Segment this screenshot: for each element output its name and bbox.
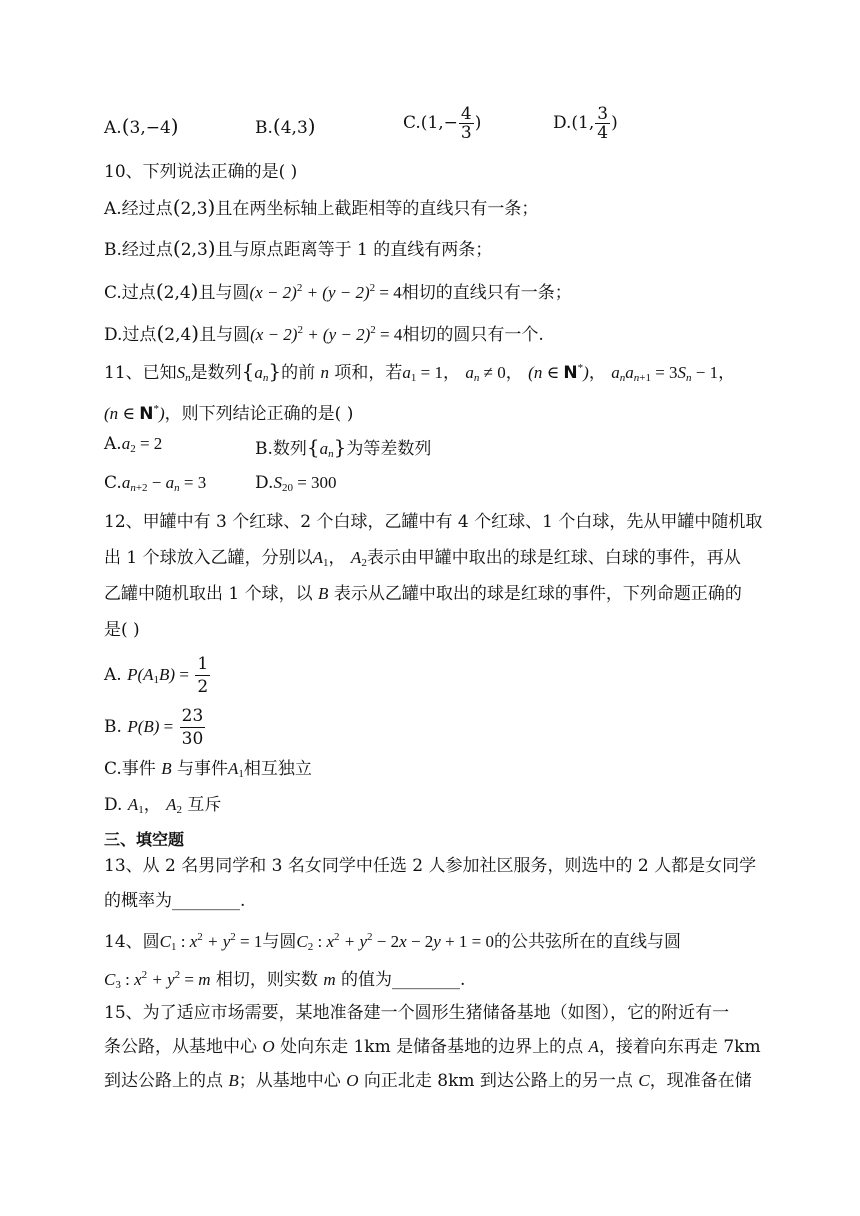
q11-stem-line1: 11、已知$S_n$是数列$\{a_n\}$的前 n 项和，若$a_1 = 1$， $a_n \ne 0$， (n ∈ N*)， $a_na_{n+1} = 3S_n - 1$， xyxy=(104,359,736,384)
q11-option-a: $A.a_2 = 2$ xyxy=(104,434,163,455)
q12-line4: 是( ) xyxy=(104,620,140,640)
q11-option-c: $C.a_{n+2} - a_n = 3$ xyxy=(104,473,207,494)
q9-option-b: B.(4,3) xyxy=(255,114,316,138)
q11-stem-line2: (n ∈ N*)，则下列结论正确的是( ) xyxy=(104,403,354,424)
q14-line1: 14、圆$C_1$ : $x^2 + y^2 = 1$与圆$C_2$ : $x^2 + y^2 - 2x - 2y + 1 = 0$的公共弦所在的直线与圆 xyxy=(104,931,682,953)
q12-option-b: B. P(B) = $\frac{23}{30}$ xyxy=(104,706,204,749)
q12-option-a: A. $P(A_1B)$ = $\frac{1}{2}$ xyxy=(104,654,209,697)
q10-option-b: B.经过点(2,3)且与原点距离等于 1 的直线有两条； xyxy=(104,236,493,260)
q12-line3: 乙罐中随机取出 1 个球，以 B 表示从乙罐中取出的球是红球的事件，下列命题正确的 xyxy=(104,584,742,604)
q12-line1: 12、甲罐中有 3 个红球、2 个白球，乙罐中有 4 个红球、1 个白球，先从甲罐中随机取 xyxy=(104,512,763,532)
q14-line2: $C_3$ : $x^2 + y^2 = m$ 相切，则实数 m 的值为________. xyxy=(104,969,466,991)
q9-option-a: A.(3,−4) xyxy=(104,114,179,138)
q13-line2: 的概率为________. xyxy=(104,891,246,911)
q15-line2: 条公路，从基地中心 O 处向东走 1km 是储备基地的边界上的点 A，接着向东再走 7km xyxy=(104,1037,761,1057)
q15-line3: 到达公路上的点 B；从基地中心 O 向正北走 8km 到达公路上的另一点 C，现准备在储 xyxy=(104,1071,752,1091)
q10-option-d: D.过点(2,4)且与圆$(x - 2)^2 + (y - 2)^2 = 4$相切的圆只有一个. xyxy=(104,321,544,345)
q13-line1: 13、从 2 名男同学和 3 名女同学中任选 2 人参加社区服务，则选中的 2 人都是女同学 xyxy=(104,856,757,876)
q11-option-d: $D.S_{20} = 300$ xyxy=(255,473,337,494)
q9-option-d: D.(1, $\frac{3}{4}$ ) xyxy=(553,104,618,143)
q10-stem: 10、下列说法正确的是( ) xyxy=(104,162,298,182)
section-3-heading: 三、填空题 xyxy=(104,830,185,849)
q11-option-b: B.数列$\{a_n\}$为等差数列 xyxy=(255,435,432,460)
q10-option-c: C.过点(2,4)且与圆$(x - 2)^2 + (y - 2)^2 = 4$相切的直线只有一条； xyxy=(104,279,572,303)
q12-line2: 出 1 个球放入乙罐，分别以$A_1$， $A_2$表示由甲罐中取出的球是红球、白球的事件，再从 xyxy=(104,548,741,569)
q15-line1: 15、为了适应市场需要，某地准备建一个圆形生猪储备基地（如图），它的附近有一 xyxy=(104,1003,730,1023)
q12-option-c: C.事件 B 与事件$A_1$相互独立 xyxy=(104,759,312,780)
q10-option-a: A.经过点(2,3)且在两坐标轴上截距相等的直线只有一条； xyxy=(104,195,539,219)
q9-option-c: C.(1,− $\frac{4}{3}$ ) xyxy=(403,104,482,143)
q12-option-d: D. $A_1$， $A_2$ 互斥 xyxy=(104,795,222,816)
